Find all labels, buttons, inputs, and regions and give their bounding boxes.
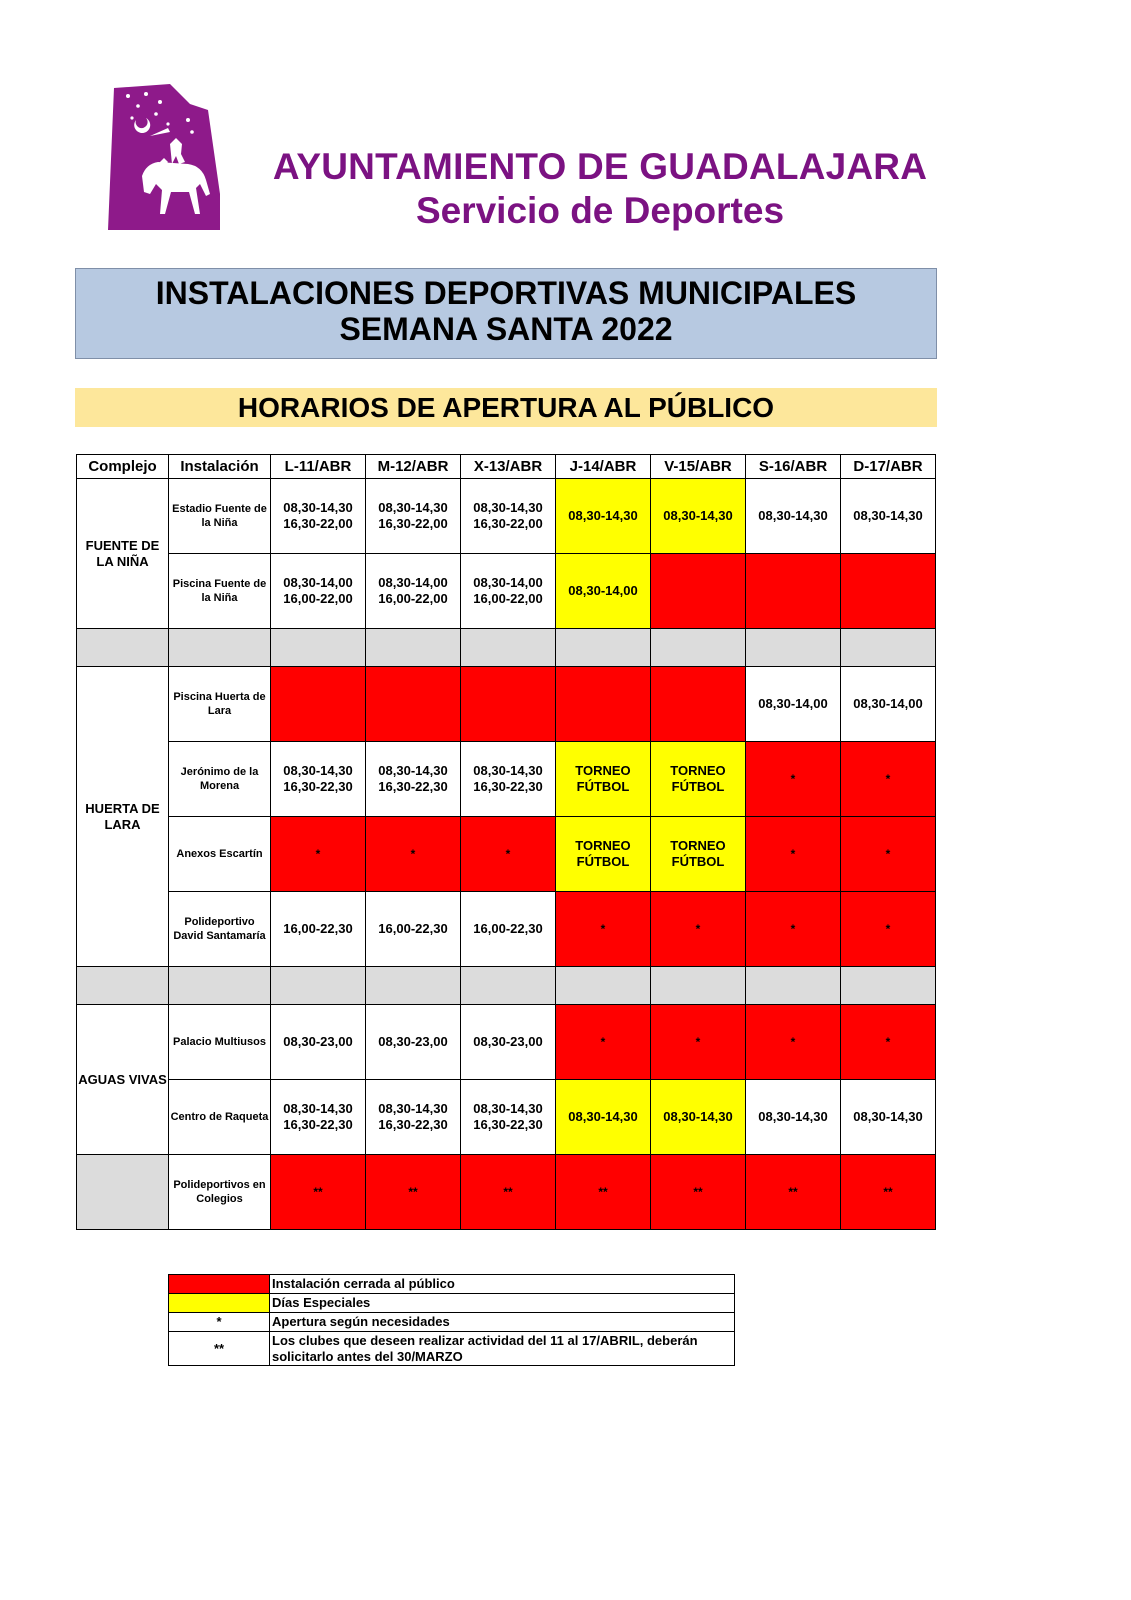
- legend-star-symbol: *: [169, 1313, 270, 1332]
- separator-cell: [77, 967, 169, 1005]
- schedule-cell: 08,30-14,30 16,30-22,00: [271, 479, 366, 554]
- schedule-cell: TORNEO FÚTBOL: [651, 817, 746, 892]
- table-row: [77, 667, 936, 742]
- legend-star-label: Apertura según necesidades: [270, 1313, 735, 1332]
- schedule-cell: 08,30-14,00: [841, 667, 936, 742]
- schedule-cell: [651, 554, 746, 629]
- schedule-cell: 08,30-14,30 16,30-22,30: [271, 742, 366, 817]
- table-row: [77, 479, 936, 554]
- main-title-line1: INSTALACIONES DEPORTIVAS MUNICIPALES: [155, 275, 857, 311]
- separator-cell: [366, 967, 461, 1005]
- schedule-cell: *: [556, 892, 651, 967]
- schedule-cell: TORNEO FÚTBOL: [556, 817, 651, 892]
- schedule-cell: 08,30-14,30 16,30-22,30: [271, 1080, 366, 1155]
- col-header-day: S-16/ABR: [746, 455, 841, 479]
- installation-name: Jerónimo de la Morena: [169, 742, 271, 817]
- col-header-day: X-13/ABR: [461, 455, 556, 479]
- table-row: [77, 554, 936, 629]
- schedule-cell: 08,30-14,30: [651, 479, 746, 554]
- schedule-cell: 08,30-14,30 16,30-22,30: [461, 1080, 556, 1155]
- table-header-row: [77, 455, 936, 479]
- installation-name: Centro de Raqueta: [169, 1080, 271, 1155]
- installation-name: Piscina Fuente de la Niña: [169, 554, 271, 629]
- separator-cell: [746, 629, 841, 667]
- separator-cell: [841, 629, 936, 667]
- schedule-cell: [746, 554, 841, 629]
- schedule-cell: 08,30-14,30: [651, 1080, 746, 1155]
- legend-swatch-closed: [169, 1275, 270, 1294]
- table-row: [77, 817, 936, 892]
- schedule-cell: *: [746, 892, 841, 967]
- separator-cell: [556, 629, 651, 667]
- schedule-cell: *: [746, 742, 841, 817]
- col-header-day: V-15/ABR: [651, 455, 746, 479]
- installation-name: Polideportivo David Santamaría: [169, 892, 271, 967]
- schedule-cell: 08,30-14,30: [556, 1080, 651, 1155]
- separator-cell: [746, 967, 841, 1005]
- schedule-cell: [366, 667, 461, 742]
- col-header-complejo: Complejo: [77, 455, 169, 479]
- schedule-cell: [841, 554, 936, 629]
- schedule-cell: 08,30-14,00: [556, 554, 651, 629]
- complex-empty-cell: [77, 1155, 169, 1230]
- installation-name: Estadio Fuente de la Niña: [169, 479, 271, 554]
- col-header-day: J-14/ABR: [556, 455, 651, 479]
- separator-cell: [461, 629, 556, 667]
- schedule-cell: *: [271, 817, 366, 892]
- schedule-cell: 16,00-22,30: [461, 892, 556, 967]
- org-department: Servicio de Deportes: [415, 190, 785, 231]
- legend-table: [168, 1274, 735, 1366]
- schedule-cell: *: [841, 742, 936, 817]
- legend-special-label: Días Especiales: [270, 1294, 735, 1313]
- legend-row: [169, 1313, 735, 1332]
- schedule-cell: *: [366, 817, 461, 892]
- schedule-cell: 08,30-14,30 16,30-22,30: [461, 742, 556, 817]
- schedule-cell: *: [461, 817, 556, 892]
- schedule-cell: 08,30-23,00: [271, 1005, 366, 1080]
- guadalajara-logo: [108, 84, 222, 234]
- schedule-cell: **: [841, 1155, 936, 1230]
- schedule-cell: 16,00-22,30: [271, 892, 366, 967]
- schedule-cell: 08,30-14,30 16,30-22,00: [366, 479, 461, 554]
- schedule-cell: 08,30-14,30: [746, 479, 841, 554]
- complex-aguas-vivas: AGUAS VIVAS: [77, 1005, 169, 1155]
- schedule-cell: 08,30-14,00 16,00-22,00: [366, 554, 461, 629]
- schedule-cell: [651, 667, 746, 742]
- table-row: [77, 1080, 936, 1155]
- legend-row: [169, 1294, 735, 1313]
- schedule-cell: 08,30-14,30: [841, 479, 936, 554]
- col-header-day: M-12/ABR: [366, 455, 461, 479]
- installation-name: Anexos Escartín: [169, 817, 271, 892]
- complex-fuente-de-la-nina: FUENTE DE LA NIÑA: [77, 479, 169, 629]
- separator-cell: [651, 967, 746, 1005]
- separator-cell: [841, 967, 936, 1005]
- installation-name: Piscina Huerta de Lara: [169, 667, 271, 742]
- legend-swatch-special: [169, 1294, 270, 1313]
- main-title-box: [75, 268, 937, 359]
- schedule-subtitle: HORARIOS DE APERTURA AL PÚBLICO: [75, 388, 937, 427]
- legend-closed-label: Instalación cerrada al público: [270, 1275, 735, 1294]
- schedule-cell: 08,30-14,30: [556, 479, 651, 554]
- schedule-cell: [556, 667, 651, 742]
- table-row: [77, 742, 936, 817]
- schedule-cell: *: [556, 1005, 651, 1080]
- schedule-cell: [461, 667, 556, 742]
- legend-row: [169, 1275, 735, 1294]
- separator-cell: [169, 967, 271, 1005]
- installation-name: Palacio Multiusos: [169, 1005, 271, 1080]
- separator-cell: [366, 629, 461, 667]
- schedule-cell: 16,00-22,30: [366, 892, 461, 967]
- separator-row: [77, 629, 936, 667]
- schedule-cell: *: [746, 1005, 841, 1080]
- col-header-instalacion: Instalación: [169, 455, 271, 479]
- separator-cell: [651, 629, 746, 667]
- schedule-cell: *: [841, 1005, 936, 1080]
- schedule-cell: **: [556, 1155, 651, 1230]
- separator-cell: [461, 967, 556, 1005]
- org-name: AYUNTAMIENTO DE GUADALAJARA: [272, 146, 928, 187]
- schedule-cell: 08,30-14,30 16,30-22,00: [461, 479, 556, 554]
- schedule-cell: *: [841, 817, 936, 892]
- installation-name: Polideportivos en Colegios: [169, 1155, 271, 1230]
- col-header-day: L-11/ABR: [271, 455, 366, 479]
- schedule-cell: **: [746, 1155, 841, 1230]
- schedule-cell: 08,30-14,30: [841, 1080, 936, 1155]
- table-row: [77, 1155, 936, 1230]
- table-row: [77, 1005, 936, 1080]
- schedule-cell: **: [271, 1155, 366, 1230]
- col-header-day: D-17/ABR: [841, 455, 936, 479]
- schedule-table: [76, 454, 936, 1230]
- schedule-cell: 08,30-23,00: [461, 1005, 556, 1080]
- schedule-cell: TORNEO FÚTBOL: [556, 742, 651, 817]
- separator-cell: [169, 629, 271, 667]
- separator-cell: [271, 967, 366, 1005]
- main-title-line2: SEMANA SANTA 2022: [339, 311, 673, 347]
- legend-double-star-label: Los clubes que deseen realizar actividad del 11 al 17/ABRIL, deberán solicitarlo antes del 30/MARZO: [270, 1332, 735, 1366]
- schedule-cell: *: [651, 1005, 746, 1080]
- schedule-cell: [271, 667, 366, 742]
- schedule-cell: *: [841, 892, 936, 967]
- schedule-cell: **: [461, 1155, 556, 1230]
- table-row: [77, 892, 936, 967]
- schedule-cell: **: [366, 1155, 461, 1230]
- schedule-cell: **: [651, 1155, 746, 1230]
- schedule-cell: *: [746, 817, 841, 892]
- schedule-cell: 08,30-14,30 16,30-22,30: [366, 742, 461, 817]
- schedule-cell: 08,30-14,30 16,30-22,30: [366, 1080, 461, 1155]
- separator-row: [77, 967, 936, 1005]
- schedule-cell: 08,30-14,00: [746, 667, 841, 742]
- schedule-cell: 08,30-14,00 16,00-22,00: [461, 554, 556, 629]
- complex-huerta-de-lara: HUERTA DE LARA: [77, 667, 169, 967]
- legend-double-star-symbol: **: [169, 1332, 270, 1366]
- schedule-cell: 08,30-23,00: [366, 1005, 461, 1080]
- schedule-cell: 08,30-14,00 16,00-22,00: [271, 554, 366, 629]
- separator-cell: [77, 629, 169, 667]
- schedule-cell: 08,30-14,30: [746, 1080, 841, 1155]
- schedule-cell: TORNEO FÚTBOL: [651, 742, 746, 817]
- separator-cell: [556, 967, 651, 1005]
- schedule-cell: *: [651, 892, 746, 967]
- legend-row: [169, 1332, 735, 1366]
- separator-cell: [271, 629, 366, 667]
